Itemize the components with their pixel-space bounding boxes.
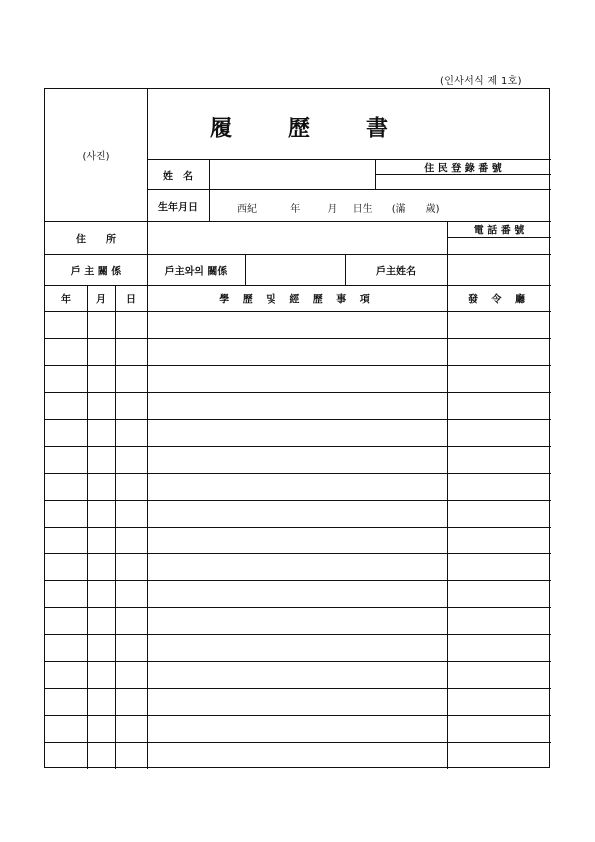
household-head-relation-label: 戶 主 關 係	[70, 266, 122, 278]
resident-no-label: 住 民 登 錄 番 號	[424, 163, 502, 175]
resume-form	[44, 88, 550, 768]
head-name-label-divider	[345, 254, 346, 285]
photo-placeholder-label: (사진)	[82, 151, 110, 163]
history-header-month: 月	[96, 294, 106, 306]
name-label-divider	[209, 159, 210, 189]
history-row-line	[45, 715, 551, 716]
address-label: 住 所	[76, 234, 116, 246]
phone-label-line	[447, 237, 551, 238]
birth-year: 年	[290, 204, 301, 215]
history-row-line	[45, 365, 551, 366]
history-row-line	[45, 553, 551, 554]
history-header-items: 學 歷 및 經 歷 事 項	[219, 294, 375, 306]
title-char-1: 履	[209, 115, 232, 142]
history-row-line	[45, 473, 551, 474]
phone-label: 電 話 番 號	[473, 225, 525, 237]
history-row-line	[45, 338, 551, 339]
relation-value-divider	[245, 254, 246, 285]
phone-divider	[447, 221, 448, 285]
birth-label: 生年月日	[158, 202, 198, 214]
title-char-3: 書	[366, 115, 389, 142]
birth-label-divider	[209, 189, 210, 221]
history-row-line	[45, 580, 551, 581]
history-row-line	[45, 634, 551, 635]
history-row-line	[45, 392, 551, 393]
relation-with-head-label: 戶主와의 關係	[164, 266, 228, 278]
history-row-line	[45, 661, 551, 662]
history-row-line	[45, 688, 551, 689]
name-label: 姓 名	[163, 171, 193, 183]
history-row-line	[45, 419, 551, 420]
birth-month: 月	[327, 204, 338, 215]
birth-day: 日生	[352, 204, 373, 215]
history-row-line	[45, 446, 551, 447]
photo-border	[147, 89, 148, 311]
title-char-2: 歷	[287, 115, 311, 142]
history-header-issuer: 發 令 廳	[468, 294, 530, 306]
name-row-bottom-line	[147, 189, 551, 190]
history-header-year: 年	[61, 294, 71, 306]
history-header-day: 日	[126, 294, 136, 306]
birth-era: 西紀	[237, 204, 257, 215]
history-row-line	[45, 607, 551, 608]
history-header-bottom-line	[45, 311, 551, 312]
birth-date-line	[237, 200, 440, 215]
history-row-line	[45, 527, 551, 528]
relation-row-bottom-line	[45, 285, 551, 286]
address-row-bottom-line	[45, 254, 551, 255]
head-name-label: 戶主姓名	[376, 266, 416, 278]
form-number: (인사서식 제 1호)	[440, 76, 522, 87]
birth-age: (滿 歲)	[391, 204, 440, 215]
history-row-line	[45, 500, 551, 501]
history-row-line	[45, 742, 551, 743]
document-title	[182, 112, 416, 143]
